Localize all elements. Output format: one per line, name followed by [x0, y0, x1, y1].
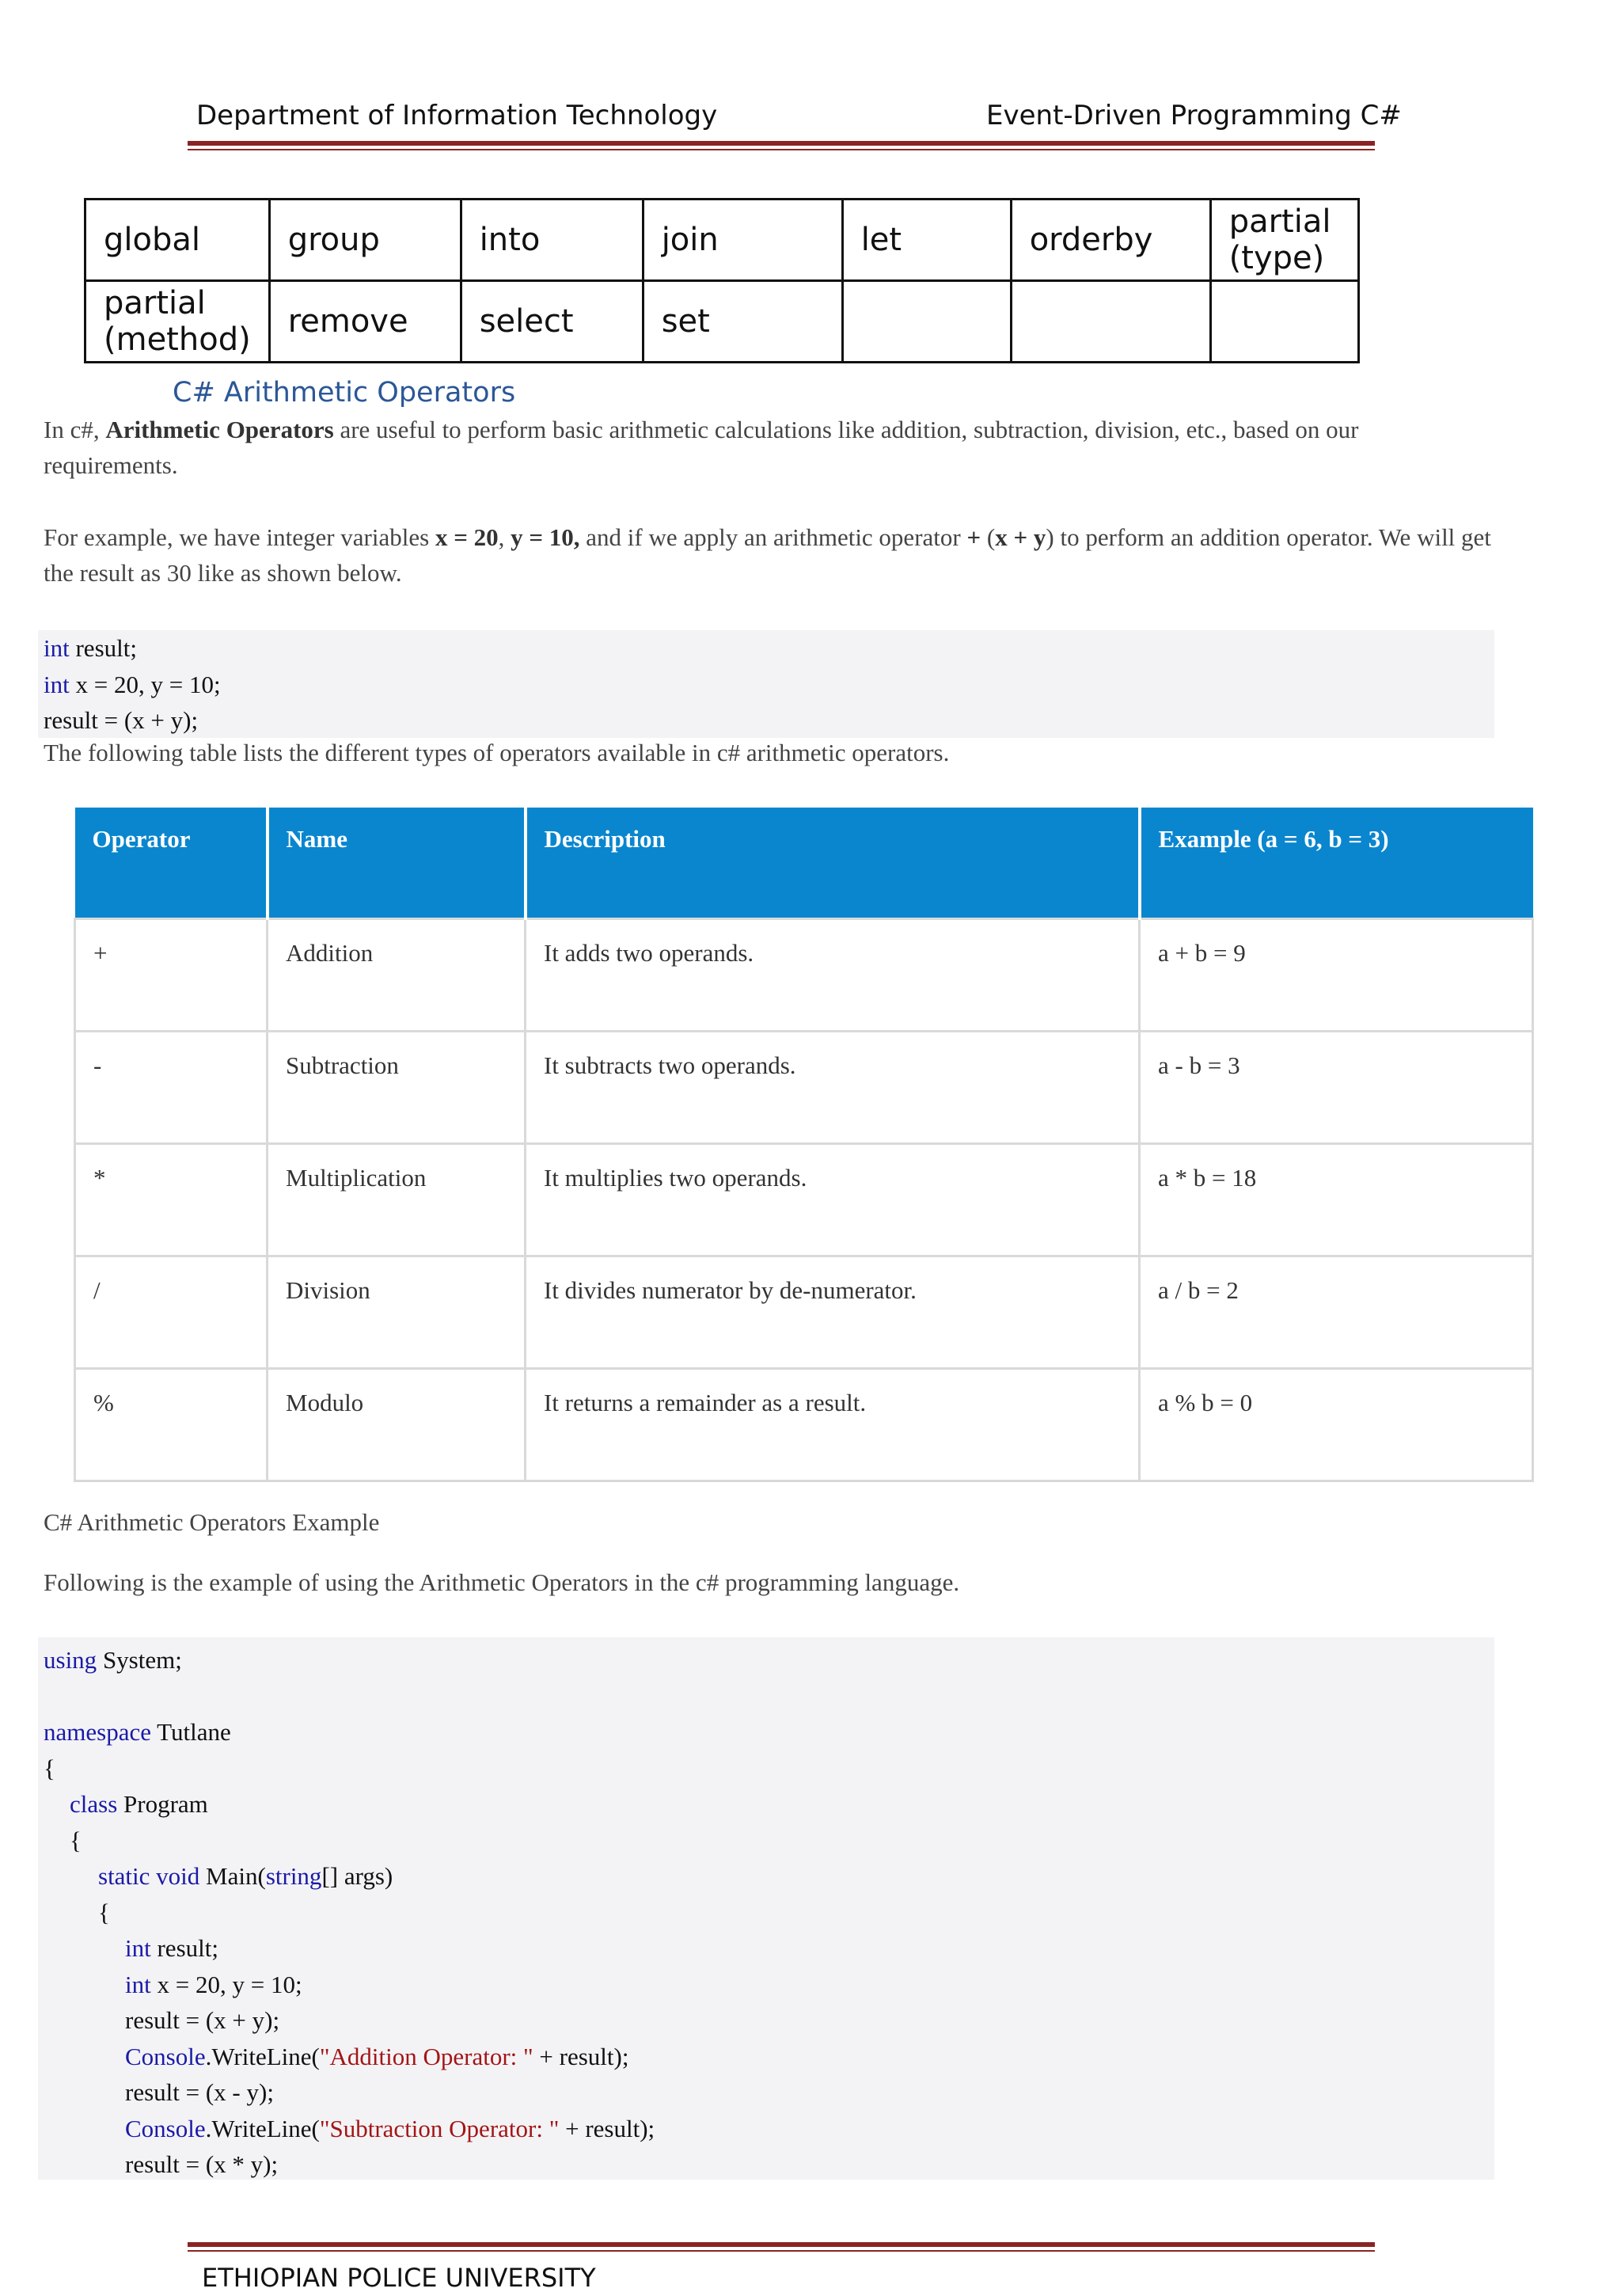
keyword-cell [1210, 281, 1358, 363]
code-line: Console.WriteLine("Subtraction Operator: " + result); [125, 2114, 655, 2142]
keyword-cell: remove [269, 281, 461, 363]
example-cell: a % b = 0 [1140, 1368, 1533, 1481]
description-cell: It subtracts two operands. [526, 1031, 1140, 1143]
code-line: static void Main(string[] args) [98, 1862, 393, 1890]
table-row [75, 1143, 1533, 1256]
name-cell: Modulo [268, 1368, 526, 1481]
code-line: result = (x + y); [44, 706, 199, 734]
code-line: result = (x - y); [125, 2078, 274, 2106]
keyword-cell: partial (type) [1210, 200, 1358, 281]
example-cell: a * b = 18 [1140, 1143, 1533, 1256]
header-right: Event-Driven Programming C# [986, 100, 1402, 131]
keyword-cell: let [842, 200, 1011, 281]
table-row [75, 1368, 1533, 1481]
keyword-cell: set [643, 281, 842, 363]
footer-text: ETHIOPIAN POLICE UNIVERSITY [202, 2263, 596, 2293]
description-cell: It divides numerator by de-numerator. [526, 1256, 1140, 1368]
keyword-table [84, 198, 1360, 363]
header-cell: Name [268, 808, 526, 918]
operators-header-row [75, 808, 1533, 918]
code-line: { [98, 1898, 110, 1926]
keyword-cell: into [461, 200, 643, 281]
code-line: namespace Tutlane [44, 1718, 231, 1746]
footer-rule-thin [188, 2250, 1375, 2252]
example-cell: a / b = 2 [1140, 1256, 1533, 1368]
keyword-cell [1011, 281, 1210, 363]
code-line [38, 1678, 1494, 1715]
operator-cell: % [75, 1368, 268, 1481]
code-block-short [38, 630, 1494, 738]
code-line: { [70, 1826, 82, 1854]
code-line: Console.WriteLine("Addition Operator: " + result); [125, 2042, 629, 2070]
keyword-cell: join [643, 200, 842, 281]
header-rule-thin [188, 149, 1375, 150]
header-left: Department of Information Technology [196, 100, 718, 131]
description-cell: It multiplies two operands. [526, 1143, 1140, 1256]
name-cell: Subtraction [268, 1031, 526, 1143]
code-line: using System; [44, 1646, 182, 1674]
operators-table [74, 808, 1534, 1482]
example-heading: C# Arithmetic Operators Example [44, 1508, 380, 1536]
operator-cell: - [75, 1031, 268, 1143]
table-row [75, 1256, 1533, 1368]
keyword-cell: select [461, 281, 643, 363]
code-line: result = (x + y); [125, 2006, 280, 2034]
code-line: result = (x * y); [125, 2150, 279, 2178]
code-line: int x = 20, y = 10; [125, 1970, 302, 1998]
operator-cell: / [75, 1256, 268, 1368]
code-line: int result; [44, 634, 137, 662]
header-rule [188, 141, 1375, 146]
section-title: C# Arithmetic Operators [173, 377, 516, 409]
name-cell: Addition [268, 918, 526, 1031]
footer-rule [188, 2242, 1375, 2247]
header-cell: Example (a = 6, b = 3) [1140, 808, 1533, 918]
table-row [75, 1031, 1533, 1143]
keyword-cell: global [85, 200, 270, 281]
example-cell: a + b = 9 [1140, 918, 1533, 1031]
code-line: { [44, 1754, 55, 1782]
keyword-cell: partial (method) [85, 281, 270, 363]
keyword-cell: group [269, 200, 461, 281]
operator-cell: + [75, 918, 268, 1031]
keyword-cell: orderby [1011, 200, 1210, 281]
example-paragraph: For example, we have integer variables x = 20, y = 10, and if we apply an arithmetic operator + (x + y) to perform an addition operator. We will get the result as 30 like as shown below. [44, 523, 1491, 587]
code-line: class Program [70, 1790, 208, 1818]
description-cell: It adds two operands. [526, 918, 1140, 1031]
table-intro: The following table lists the different types of operators available in c# arithmetic operators. [44, 739, 950, 766]
name-cell: Division [268, 1256, 526, 1368]
code-block-example [38, 1637, 1494, 2180]
description-cell: It returns a remainder as a result. [526, 1368, 1140, 1481]
example-cell: a - b = 3 [1140, 1031, 1533, 1143]
table-row [75, 918, 1533, 1031]
keyword-cell [842, 281, 1011, 363]
intro-paragraph: In c#, Arithmetic Operators are useful to perform basic arithmetic calculations like addition, subtraction, division, etc., based on our requirements. [44, 416, 1359, 479]
keyword-row [85, 200, 1359, 281]
code-line: int x = 20, y = 10; [44, 670, 221, 698]
header-cell: Operator [75, 808, 268, 918]
operator-cell: * [75, 1143, 268, 1256]
keyword-row [85, 281, 1359, 363]
header-cell: Description [526, 808, 1140, 918]
example-intro: Following is the example of using the Arithmetic Operators in the c# programming language. [44, 1568, 960, 1596]
name-cell: Multiplication [268, 1143, 526, 1256]
code-line: int result; [125, 1934, 218, 1962]
